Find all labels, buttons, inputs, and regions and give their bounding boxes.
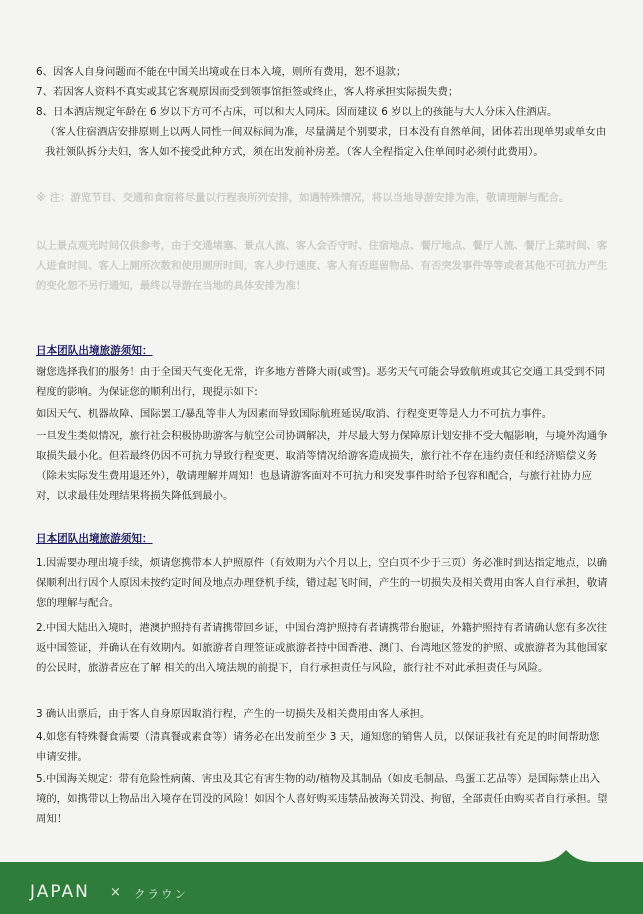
weather-intro: 谢您选择我们的服务！由于全国天气变化无常，许多地方普降大雨(或雪)。恶劣天气可能会导致航班或其它交通工具受到不同程度的影响。为保证您的顺利出行，现提示如下:: [36, 366, 606, 398]
force-majeure-handling: 一旦发生类似情况，旅行社会积极协助游客与航空公司协调解决，并尽最大努力保障原计划安排不受大幅影响，与境外沟通争取损失最小化。但若最终仍因不可抗力导致行程变更、取消等情况给游客造成损失，旅行社不存在违约责任和经济赔偿义务（除未实际发生费用退还外），敬请理解并周知！也恳请游客面对不可抗力和突发事件时给予包容和配合，与旅行社协力应对，以求最佳处理结果将损失降低到最小。: [36, 430, 608, 502]
terms-item-6: 6、因客人自身问题而不能在中国关出境或在日本入境，则所有费用，恕不退款；: [36, 66, 407, 78]
section-heading-travel-notes: 日本团队出境旅游须知：: [36, 533, 153, 545]
terms-item-8-detail: （客人住宿酒店安排原则上以两人同性一间双标间为准，尽量满足个别要求，日本没有自然单间，团体若出现单男或单女由我社领队拆分夫妇，客人如不接受此种方式，须在出发前补房差。（客人全程指定入住单间时必须付此费用）。: [45, 126, 607, 158]
timing-note: 以上景点观光时间仅供参考，由于交通堵塞、景点人流、客人会否守时、住宿地点、餐厅地点、餐厅人流、餐厅上菜时间、客人进食时间、客人上厕所次数和使用厕所时间，客人步行速度、客人有否逛留物品、有否突发事件等等或者其他不可抗力产生的变化恕不另行通知，最终以导游在当地的具体安排为准！: [36, 240, 608, 292]
footer-peak-shape: [0, 850, 643, 910]
terms-item-7: 7、若因客人资料不真实或其它客观原因而受到领事馆拒签或终止，客人将承担实际损失费；: [36, 86, 459, 98]
passport-notice: 1.因需要办理出境手续，烦请您携带本人护照原件（有效期为六个月以上，空白页不少于三页）务必准时到达指定地点，以确保顺利出行因个人原因未按约定时间及地点办理登机手续，错过起飞时间，产生的一切损失及相关费用由客人自行承担，敬请您的理解与配合。: [36, 557, 608, 609]
footer-subtitle: クラウン: [134, 887, 188, 901]
entry-documents-notice: 2.中国大陆出入境时，港澳护照持有者请携带回乡证，中国台湾护照持有者请携带台胞证，外籍护照持有者请确认您有多次往返中国签证，并确认在有效期内。如旅游者自理签证或旅游者持中国香港、澳门、台湾地区签发的护照、或旅游者为其他国家的公民时，旅游者应在了解 相关的出入境法规的前提下，自行承担责任与风险，旅行社不对此承担责任与风险。: [36, 622, 608, 674]
customs-notice: 5.中国海关规定：带有危险性病菌、害虫及其它有害生物的动/植物及其制品（如皮毛制品、鸟蛋工艺品等）是国际禁止出入境的，如携带以上物品出入境存在罚没的风险！如因个人喜好购买违禁品被海关罚没、拘留，全部责任由购买者自行承担。望周知！: [36, 773, 608, 825]
force-majeure-statement: 如因天气、机器故障、国际罢工/暴乱等非人为因素而导致国际航班延误/取消、行程变更等是人力不可抗力事件。: [36, 408, 553, 420]
terms-item-8: 8、日本酒店规定年龄在 6 岁以下方可不占床，可以和大人同床。因而建议 6 岁以上的孩能与大人分床入住酒店。: [36, 106, 558, 118]
cancellation-notice: 3 确认出票后，由于客人自身原因取消行程，产生的一切损失及相关费用由客人承担。: [36, 708, 431, 720]
section-heading-weather: 日本团队出境旅游须知：: [36, 345, 153, 357]
footer-separator: ×: [110, 885, 121, 900]
itinerary-note: ※ 注：游览节目、交通和食宿将尽量以行程表所列安排，如遇特殊情况，将以当地导游安排为准，敬请理解与配合。: [36, 192, 570, 204]
footer-brand: JAPAN: [30, 882, 90, 902]
special-meal-notice: 4.如您有特殊餐食需要（清真餐或素食等）请务必在出发前至少 3 天，通知您的销售人员，以保证我社有充足的时间帮助您申请安排。: [36, 731, 600, 763]
